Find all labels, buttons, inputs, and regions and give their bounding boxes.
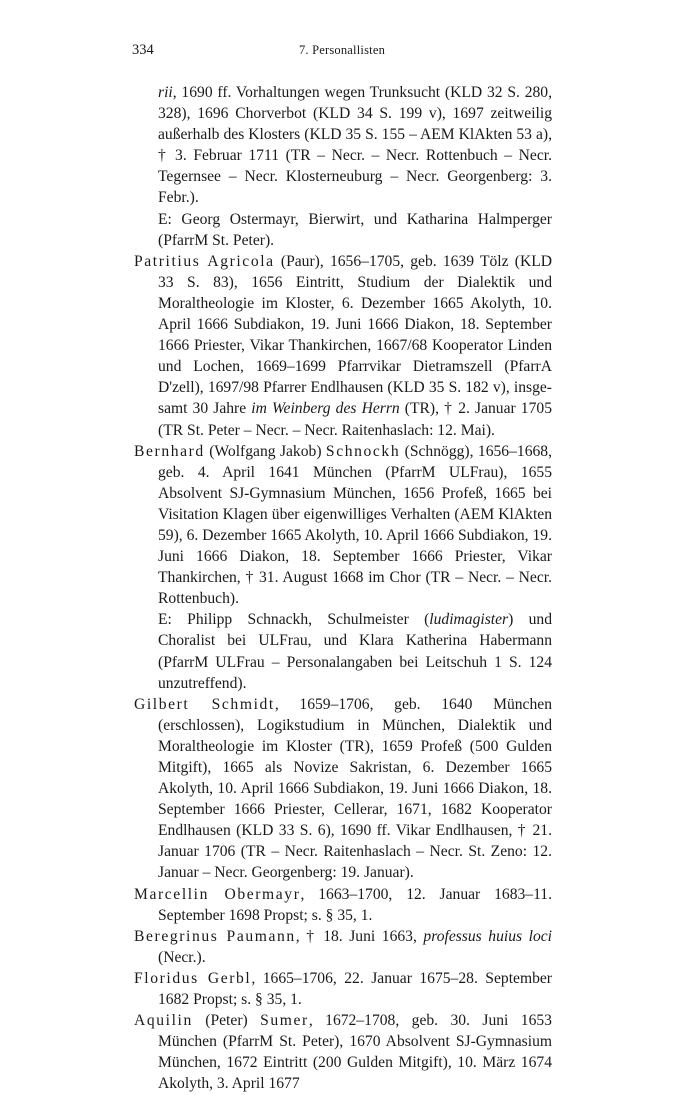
entry-name: Floridus Gerbl (134, 969, 252, 987)
entry-beregrinus-paumann: Beregrinus Paumann, † 18. Juni 1663, professus huius loci (Necr.). (134, 927, 552, 966)
entry-patritius-agricola: Patritius Agricola (Paur), 1656–1705, geb. 1639 Tölz (KLD 33 S. 83), 1656 Eintritt, Studium der Dialektik und Moraltheologie im Kloster, 6. Dezember 1665 Akolyth, 10. April 1666 Subdiakon, 19. Juni 1666 Diakon, 18. September 1666 Priester, Vikar Thankirchen, 1667/68 Kooperator Linden und Lochen, 1669–1699 Pfarrvikar Dietramszell (PfarrA D'zell), 1697/98 Pfarrer Endlhausen (KLD 35 S. 182 v), insgesamt 30 Jahre im Weinberg des Herrn (TR), † 2. Januar 1705 (TR St. Peter – Necr. – Necr. Raitenhaslach: 12. Mai). (134, 252, 552, 439)
entry-name: Aquilin (134, 1012, 193, 1030)
page-number: 334 (132, 42, 154, 58)
entry-floridus-gerbl: Floridus Gerbl, 1665–1706, 22. Januar 1675–28. September 1682 Propst; s. § 35, 1. (134, 969, 552, 1009)
entry-parents: E: Georg Ostermayr, Bierwirt, und Katharina Halmperger (PfarrM St. Peter). (158, 210, 552, 249)
entry-continuation: rii, 1690 ff. Vorhaltungen wegen Trunksucht (KLD 32 S. 280, 328), 1696 Chorverbot (KLD 34 S. 199 v), 1697 zeitweilig außerhalb des Klosters (KLD 35 S. 155 – AEM KlAkten 53 a), † 3. Februar 1711 (TR – Necr. – Necr. Rottenbuch – Necr. Tegernsee – Necr. Klosterneuburg – Necr. Georgenberg: 3. Febr.). (158, 84, 552, 207)
entry-gilbert-schmidt: Gilbert Schmidt, 1659–1706, geb. 1640 München (erschlossen), Logikstudium in München, Dialektik und Moraltheologie im Kloster (TR), 1659 Profeß (500 Gulden Mitgift), 1665 als Novize Sakristan, 6. Dezember 1665 Akolyth, 10. April 1666 Subdiakon, 19. Juni 1666 Diakon, 18. September 1666 Priester, Cellerar, 1671, 1682 Kooperator Endlhausen (KLD 33 S. 6), 1690 ff. Vikar Endlhausen, † 21. Januar 1706 (TR – Necr. Raitenhaslach – Necr. St. Zeno: 12. Januar – Necr. Georgenberg: 19. Januar). (134, 695, 552, 882)
entry-marcellin-obermayr: Marcellin Obermayr, 1663–1700, 12. Januar 1683–11. September 1698 Propst; s. § 35, 1. (134, 885, 552, 924)
page-header (132, 42, 552, 64)
entry-text: rii (158, 84, 173, 101)
entry-aquilin-sumer: Aquilin (Peter) Sumer, 1672–1708, geb. 30. Juni 1653 München (PfarrM St. Peter), 1670 Absolvent SJ-Gymnasium München, 1672 Eintritt (200 Gulden Mitgift), 10. März 1674 Akolyth, 3. April 1677 (134, 1012, 552, 1093)
entry-name: Bernhard (134, 442, 205, 460)
entry-surname: Sumer (260, 1012, 309, 1030)
entry-name: Beregrinus Paumann (134, 927, 296, 945)
entry-name: Patritius Agricola (134, 252, 275, 270)
entry-bernhard-schnockh: Bernhard (Wolfgang Jakob) Schnockh (Schnögg), 1656–1668, geb. 4. April 1641 München (PfarrM ULFrau), 1655 Absolvent SJ-Gymnasium München, 1656 Profeß, 1665 bei Visitation Klagen über eigenwilliges Verhalten (AEM KlAkten 59), 6. Dezember 1665 Akolyth, 10. April 1666 Subdiakon, 19. Juni 1666 Diakon, 18. September 1666 Priester, Vikar Thankirchen, † 31. August 1668 im Chor (TR – Necr. – Necr. Rottenbuch). (134, 442, 552, 608)
running-head: 7. Personallisten (298, 43, 386, 57)
body-text (134, 82, 552, 1095)
entry-parents: E: Philipp Schnackh, Schulmeister (ludimagister) und Choralist bei ULFrau, und Klara Katherina Habermann (PfarrM ULFrau – Personalangaben bei Leitschuh 1 S. 124 unzutreffend). (158, 611, 552, 692)
entry-surname: Schnockh (325, 442, 401, 460)
entry-name: Gilbert Schmidt (134, 695, 275, 713)
entry-name: Marcellin Obermayr (134, 885, 301, 903)
